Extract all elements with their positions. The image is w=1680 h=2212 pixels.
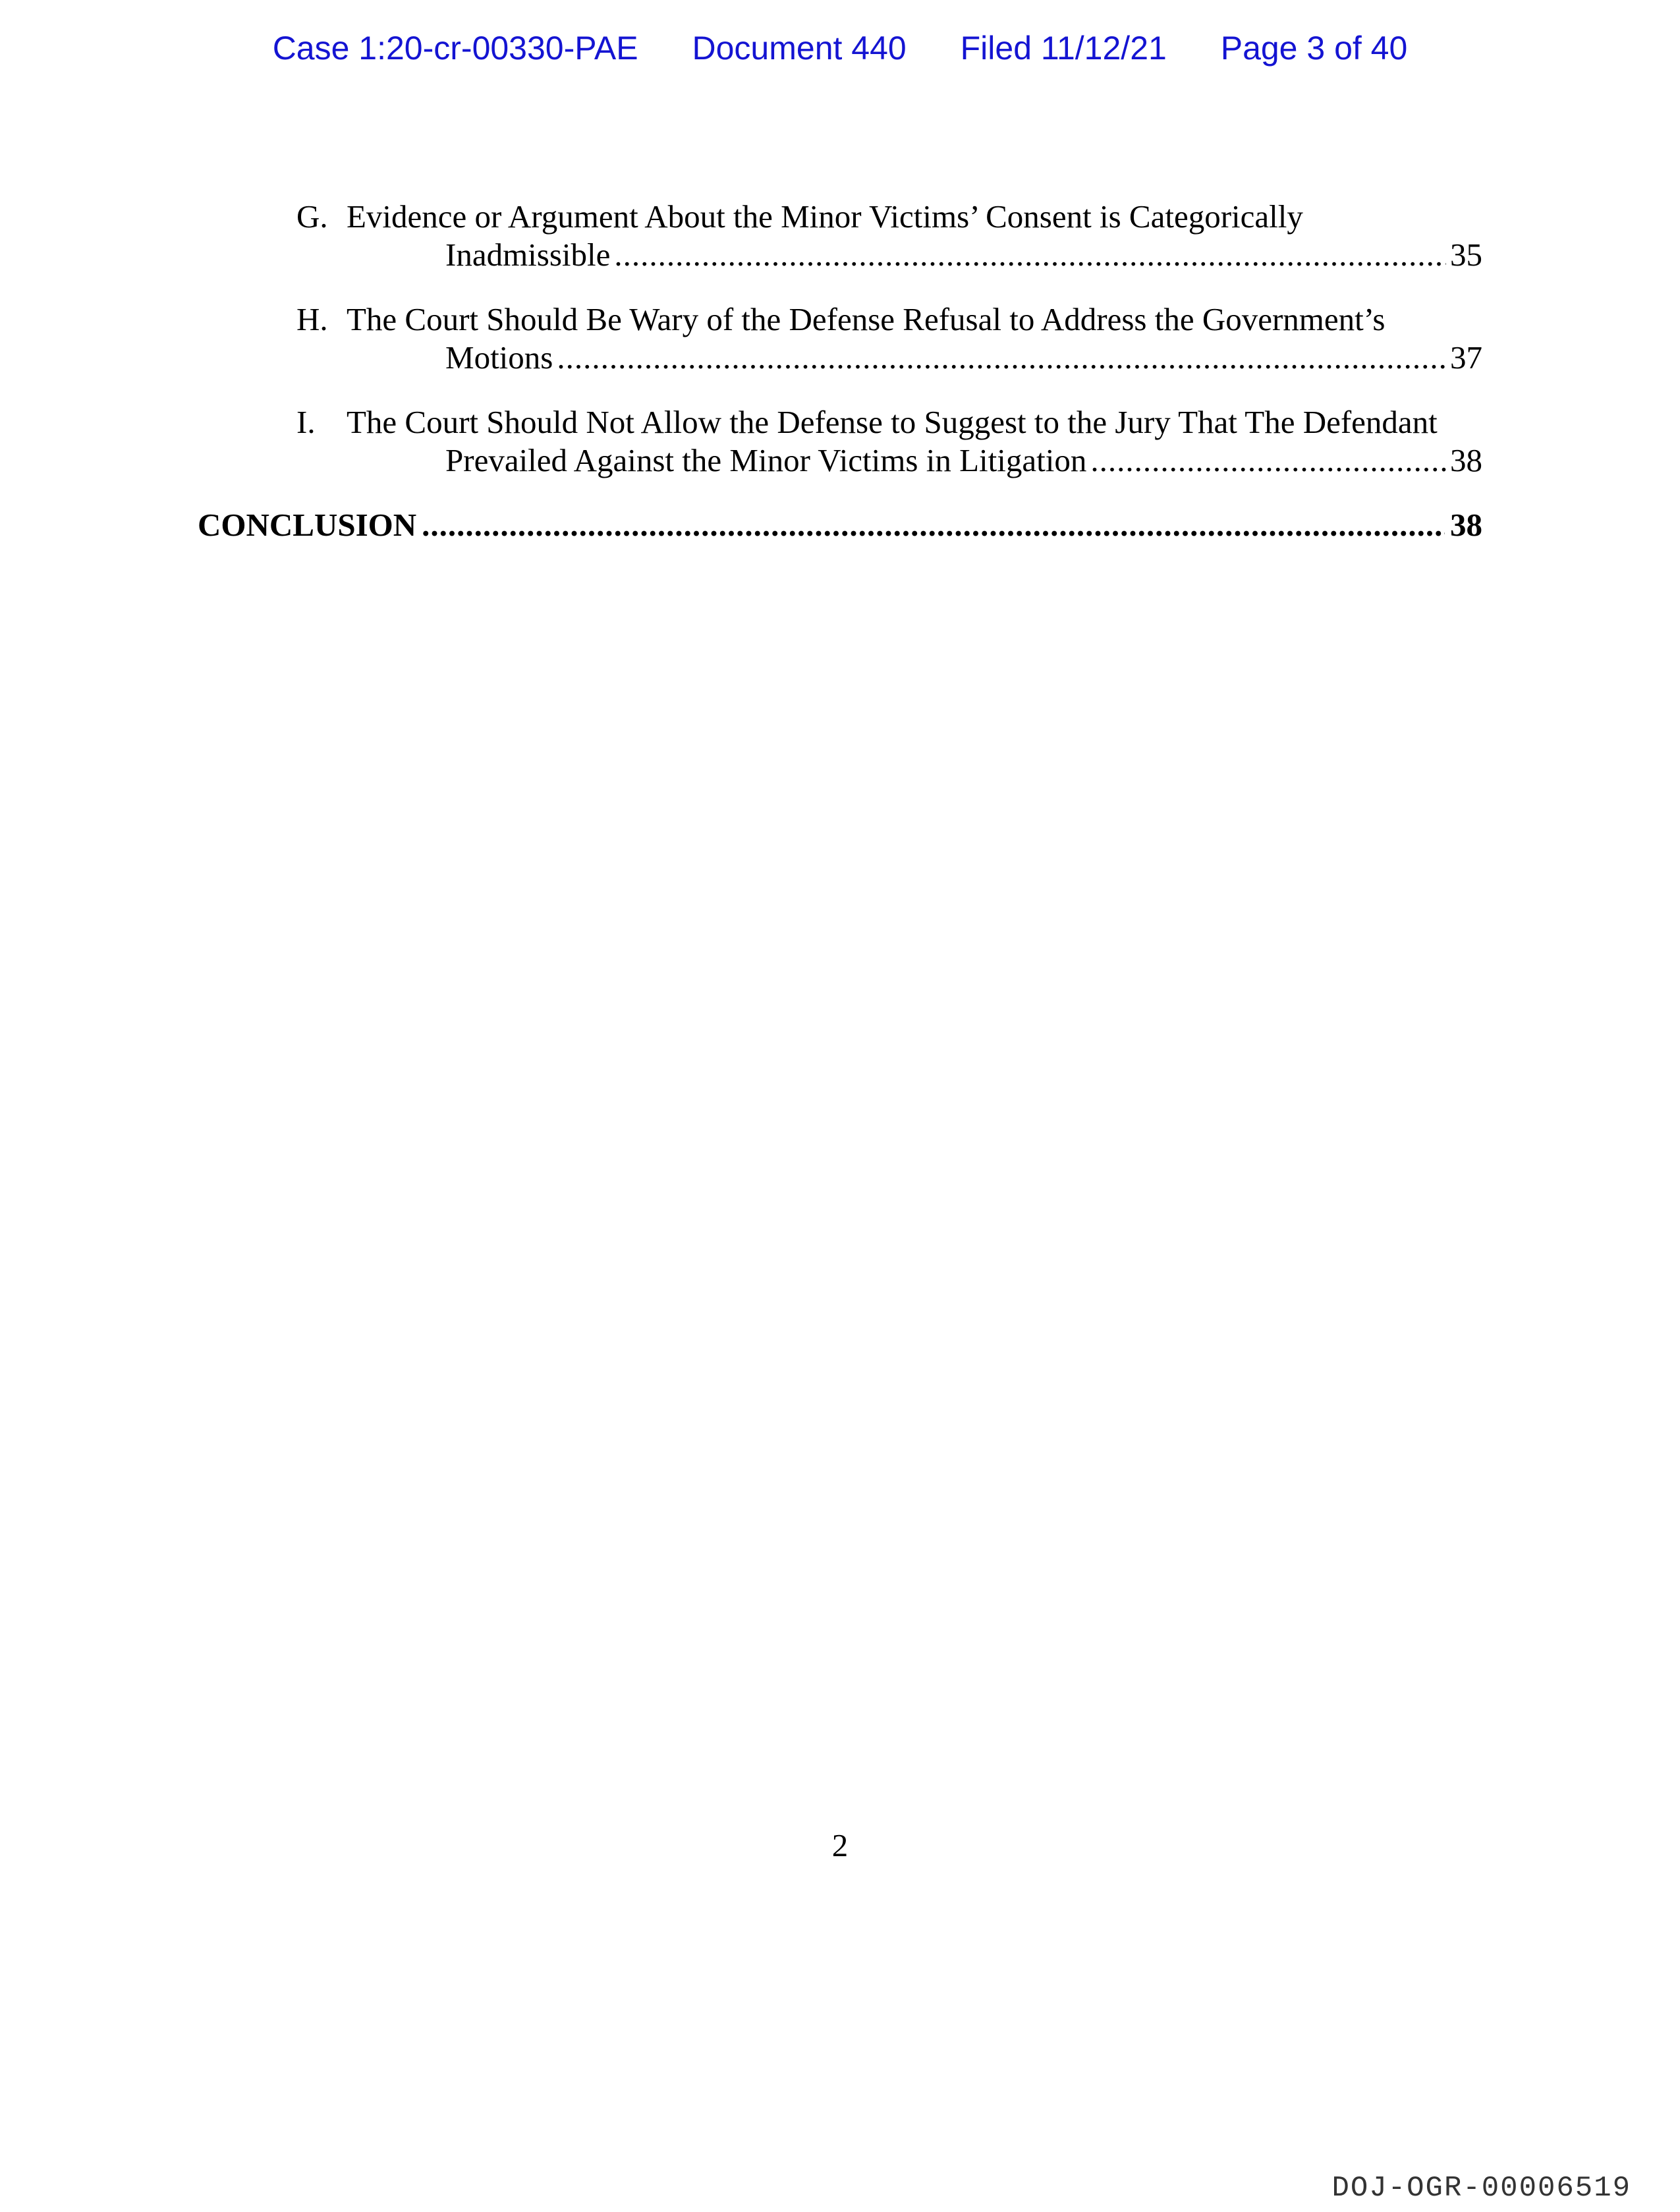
toc-entry-title-continued: Motions [445, 339, 553, 376]
conclusion-page: 38 [1450, 507, 1482, 543]
toc-entry-title-continued: Prevailed Against the Minor Victims in Litigation [445, 442, 1087, 478]
dot-leader [614, 236, 1446, 274]
document-number: Document 440 [692, 30, 907, 67]
toc-entry-letter: I. [296, 404, 316, 440]
toc-entry-page: 35 [1450, 237, 1482, 273]
page-of-total: Page 3 of 40 [1220, 30, 1408, 67]
toc-entry-title: Evidence or Argument About the Minor Victims’ Consent is Categorically [347, 198, 1303, 235]
toc-entry-letter: H. [296, 301, 328, 337]
toc-entry-title-continued: Inadmissible [445, 237, 611, 273]
dot-leader [557, 339, 1446, 377]
conclusion-label: CONCLUSION [198, 507, 417, 543]
filed-date: Filed 11/12/21 [960, 30, 1167, 67]
toc-entry-letter: G. [296, 198, 328, 235]
bates-number: DOJ-OGR-00006519 [1331, 2172, 1631, 2205]
toc-entry-page: 38 [1450, 442, 1482, 478]
table-of-contents [198, 198, 1482, 544]
toc-entry-h [198, 300, 1482, 377]
page-number: 2 [831, 1827, 849, 1863]
court-filing-header [0, 29, 1680, 67]
case-number: Case 1:20-cr-00330-PAE [272, 30, 638, 67]
toc-entry-page: 37 [1450, 339, 1482, 376]
toc-entry-i [198, 403, 1482, 480]
toc-conclusion [198, 506, 1482, 544]
dot-leader [1090, 441, 1446, 480]
toc-entry-title: The Court Should Not Allow the Defense to Suggest to the Jury That The Defendant [347, 404, 1438, 440]
dot-leader [422, 506, 1445, 544]
toc-entry-title: The Court Should Be Wary of the Defense Refusal to Address the Government’s [347, 301, 1386, 337]
toc-entry-g [198, 198, 1482, 274]
